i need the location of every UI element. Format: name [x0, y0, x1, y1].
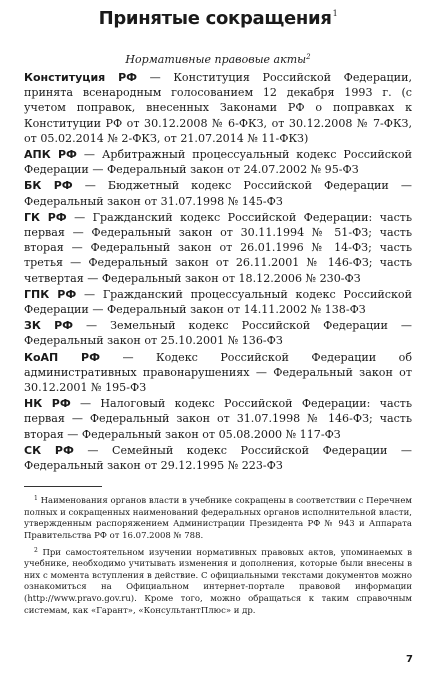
abbreviation-term: Конституция РФ — [24, 71, 138, 84]
abbreviation-definition: — Конституция Российской Федерации, принята всенародным голосованием 12 декабря 1993 г. (с учетом поправок, внесенных Законами РФ о поправках к Конституции РФ от 30.12.2008 № 6-ФКЗ, от 30.12.2008 № 7-ФКЗ, от 05.02.2014 № 2-ФКЗ, от 21.07.2014 № 11-ФКЗ) — [24, 71, 412, 145]
footnote-mark-2: 2 — [306, 53, 311, 61]
footnote-text: Наименования органов власти в учебнике сокращены в соответствии с Перечнем полных и сокращенных наименований федеральных органов исполнительной власти, утвержденным распоряжением Администрации Президента РФ № 943 и Аппарата Правительства РФ от 16.07.2008 № 788. — [24, 496, 412, 542]
abbreviation-entry — [24, 210, 412, 286]
abbreviation-entry — [24, 443, 412, 473]
footnote-2 — [24, 545, 412, 618]
abbreviation-term: БК РФ — [24, 179, 73, 193]
footnote-1 — [24, 493, 412, 542]
footnote-number: 2 — [34, 546, 38, 554]
page-title — [24, 8, 412, 29]
abbreviation-term: АПК РФ — [24, 148, 77, 162]
document-page — [24, 0, 412, 619]
footnote-number: 1 — [34, 495, 38, 503]
abbreviation-term: СК РФ — [24, 443, 74, 457]
abbreviation-entry — [24, 287, 412, 317]
abbreviation-entry — [24, 396, 412, 442]
abbreviation-entry — [24, 318, 412, 348]
abbreviation-definition: — Налоговый кодекс Российской Федерации: часть первая — Федеральный закон от 31.07.1998 № 146-ФЗ; часть вторая — Федеральный закон от 05.08.2000 № 117-ФЗ — [24, 397, 412, 441]
abbreviation-definition: — Арбитражный процессуальный кодекс Российской Федерации — Федеральный закон от 24.07.2002 № 95-ФЗ — [24, 148, 412, 177]
abbreviation-entry — [24, 147, 412, 177]
abbreviation-term: НК РФ — [24, 397, 71, 411]
abbreviation-definition: — Гражданский кодекс Российской Федерации: часть первая — Федеральный закон от 30.11.1994 № 51-ФЗ; часть вторая — Федеральный закон от 26.01.1996 № 14-ФЗ; часть третья — Федеральный закон от 26.11.2001 № 146-ФЗ; часть четвертая — Федеральный закон от 18.12.2006 № 230-ФЗ — [24, 210, 412, 285]
abbreviation-term: ГК РФ — [24, 210, 67, 224]
page-title-text: Принятые сокращения — [98, 8, 332, 29]
abbreviation-term: КоАП РФ — [24, 350, 101, 364]
abbreviation-definition: — Гражданский процессуальный кодекс Российской Федерации — Федеральный закон от 14.11.2002 № 138-ФЗ — [24, 287, 412, 317]
section-title — [24, 53, 412, 66]
abbreviation-entry — [24, 70, 412, 146]
abbreviation-list — [24, 70, 412, 473]
abbreviation-term: ЗК РФ — [24, 319, 74, 333]
abbreviation-term: ГПК РФ — [24, 287, 77, 301]
abbreviation-definition: — Земельный кодекс Российской Федерации — Федеральный закон от 25.10.2001 № 136-ФЗ — [24, 319, 413, 348]
abbreviation-definition: — Кодекс Российской Федерации об административных правонарушениях — Федеральный закон от 30.12.2001 № 195-ФЗ — [24, 350, 412, 395]
abbreviation-entry — [24, 350, 412, 396]
page-number: 7 — [406, 654, 413, 665]
abbreviation-definition: — Бюджетный кодекс Российской Федерации — Федеральный закон от 31.07.1998 № 145-ФЗ — [24, 179, 412, 208]
footnote-divider — [24, 486, 102, 487]
footnote-mark-1: 1 — [332, 9, 338, 18]
abbreviation-entry — [24, 178, 412, 208]
footnote-text: При самостоятельном изучении нормативных правовых актов, упоминаемых в учебнике, необходимо учитывать изменения и дополнения, которые были внесены в них с момента вступления в действие. С официальными текстами документов можно ознакомиться на Официальном интернет-портале правовой информации (http://www.pravo.gov.ru). Кроме того, можно обращаться к таким справочным системам, как «Гарант», «КонсультантПлюс» и др. — [24, 547, 412, 616]
section-title-text: Нормативные правовые акты — [125, 53, 307, 66]
abbreviation-definition: — Семейный кодекс Российской Федерации — Федеральный закон от 29.12.1995 № 223-ФЗ — [24, 443, 412, 473]
